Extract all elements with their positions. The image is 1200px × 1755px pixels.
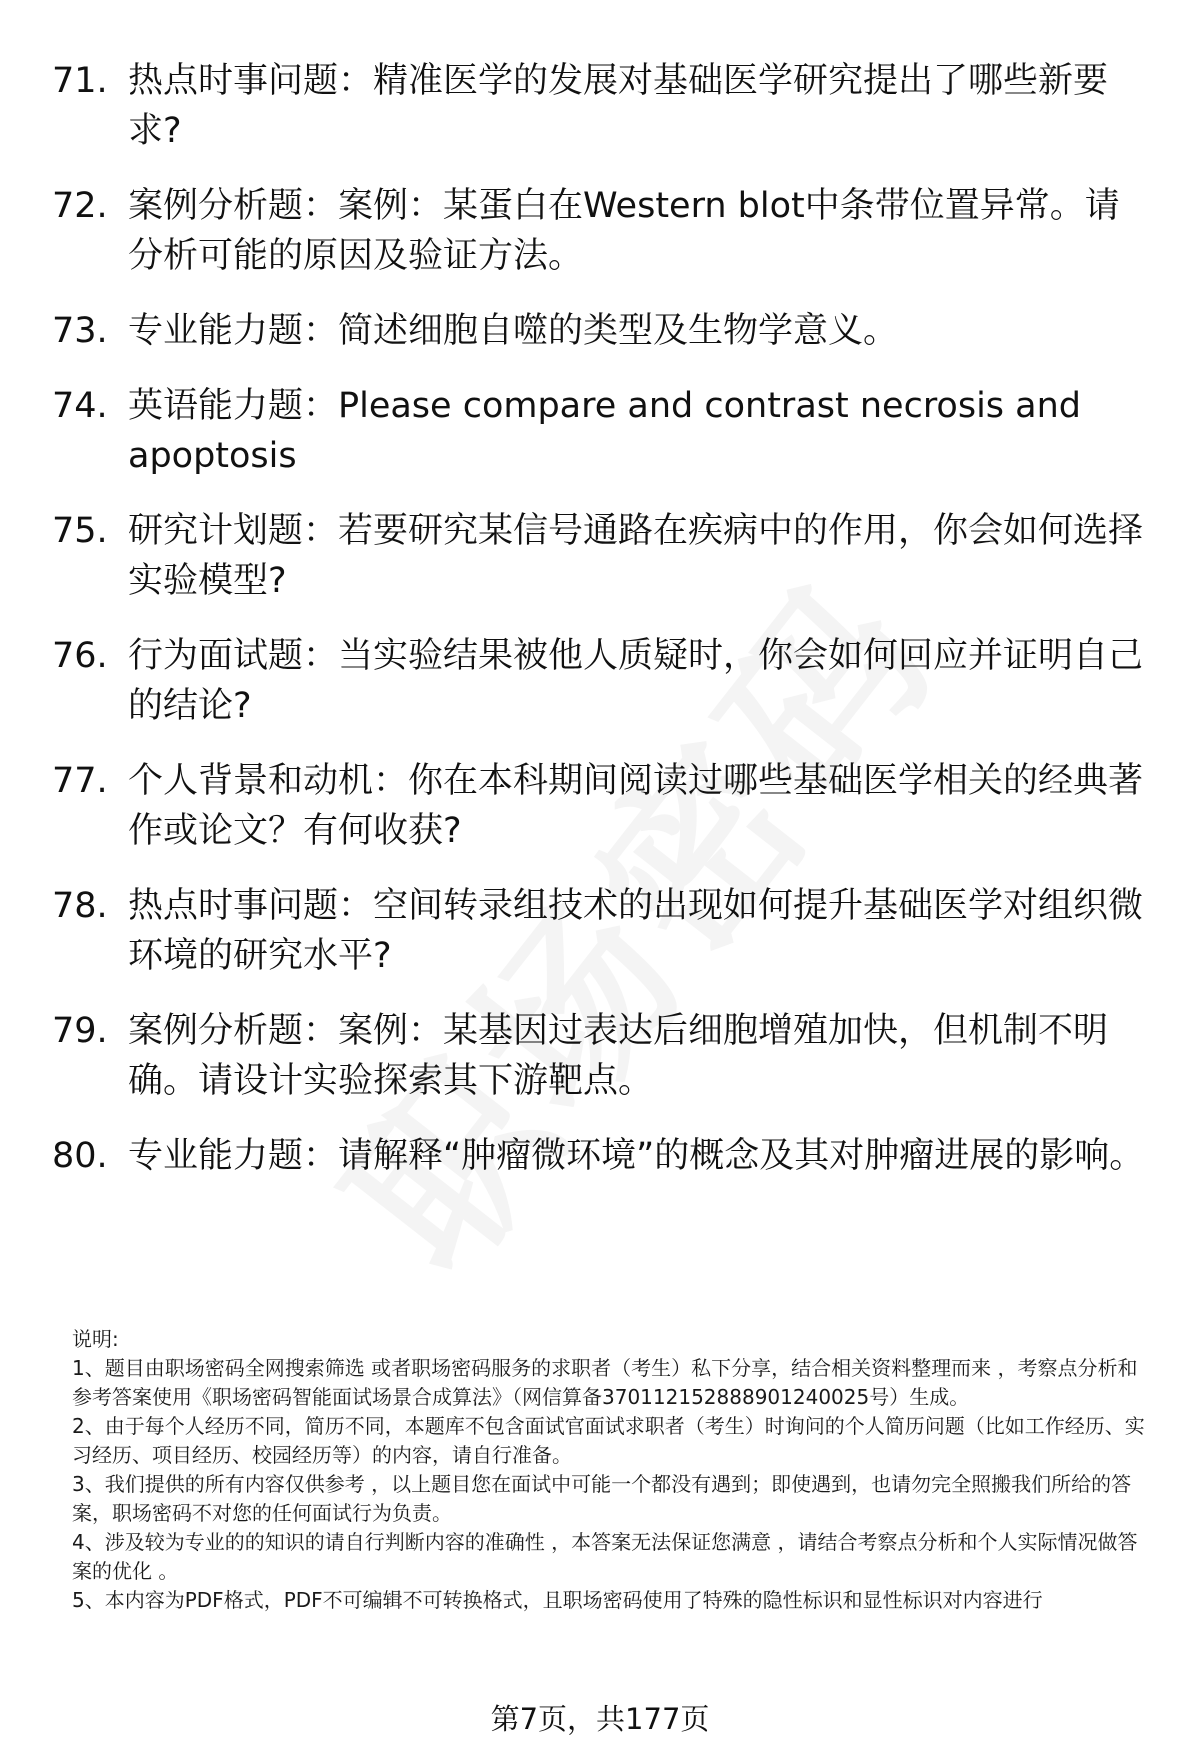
question-item	[0, 1131, 1200, 1181]
question-text: 案例分析题：案例：某基因过表达后细胞增殖加快，但机制不明确。请设计实验探索其下游靶点。	[128, 1011, 1109, 1101]
question-item	[0, 881, 1200, 981]
question-number: 79.	[52, 1011, 108, 1051]
question-text: 案例分析题：案例：某蛋白在Western blot中条带位置异常。请分析可能的原因及验证方法。	[128, 186, 1120, 276]
question-number: 74.	[52, 386, 108, 426]
question-number: 80.	[52, 1136, 108, 1176]
question-item	[0, 381, 1200, 481]
question-number: 75.	[52, 511, 108, 551]
question-item	[0, 631, 1200, 731]
question-number: 71.	[52, 61, 108, 101]
question-text: 专业能力题：简述细胞自噬的类型及生物学意义。	[128, 311, 899, 351]
question-text: 研究计划题：若要研究某信号通路在疾病中的作用，你会如何选择实验模型?	[128, 511, 1144, 601]
notes-heading: 说明:	[72, 1327, 119, 1351]
question-number: 77.	[52, 761, 108, 801]
question-text: 专业能力题：请解释“肿瘤微环境”的概念及其对肿瘤进展的影响。	[128, 1136, 1145, 1176]
question-list	[0, 56, 1200, 1206]
question-number: 78.	[52, 886, 108, 926]
note-item: 2、由于每个人经历不同，简历不同，本题库不包含面试官面试求职者（考生）时询问的个人简历问题（比如工作经历、实习经历、项目经历、校园经历等）的内容，请自行准备。	[72, 1414, 1145, 1467]
note-item: 5、本内容为PDF格式，PDF不可编辑不可转换格式，且职场密码使用了特殊的隐性标识和显性标识对内容进行	[72, 1588, 1043, 1612]
question-item	[0, 306, 1200, 356]
note-item: 3、我们提供的所有内容仅供参考 ，以上题目您在面试中可能一个都没有遇到；即使遇到，也请勿完全照搬我们所给的答案，职场密码不对您的任何面试行为负责。	[72, 1472, 1132, 1525]
question-text: 英语能力题：Please compare and contrast necrosis and apoptosis	[128, 386, 1082, 476]
note-item: 4、涉及较为专业的的知识的请自行判断内容的准确性 ，本答案无法保证您满意 ，请结合考察点分析和个人实际情况做答案的优化 。	[72, 1530, 1138, 1583]
question-item	[0, 506, 1200, 606]
question-item	[0, 1006, 1200, 1106]
question-number: 73.	[52, 311, 108, 351]
question-item	[0, 56, 1200, 156]
question-text: 个人背景和动机：你在本科期间阅读过哪些基础医学相关的经典著作或论文？有何收获?	[128, 761, 1144, 851]
question-text: 热点时事问题：精准医学的发展对基础医学研究提出了哪些新要求?	[128, 61, 1109, 151]
question-text: 热点时事问题：空间转录组技术的出现如何提升基础医学对组织微环境的研究水平?	[128, 886, 1144, 976]
note-item: 1、题目由职场密码全网搜索筛选 或者职场密码服务的求职者（考生）私下分享，结合相关资料整理而来 ，考察点分析和参考答案使用《职场密码智能面试场景合成算法》（网信算备370112152888901240025号）生成。	[72, 1356, 1138, 1409]
question-number: 76.	[52, 636, 108, 676]
question-text: 行为面试题：当实验结果被他人质疑时，你会如何回应并证明自己的结论?	[128, 636, 1144, 726]
question-number: 72.	[52, 186, 108, 226]
page-number-footer: 第7页，共177页	[490, 1702, 710, 1736]
question-item	[0, 181, 1200, 281]
notes-section	[72, 1325, 1157, 1615]
question-item	[0, 756, 1200, 856]
